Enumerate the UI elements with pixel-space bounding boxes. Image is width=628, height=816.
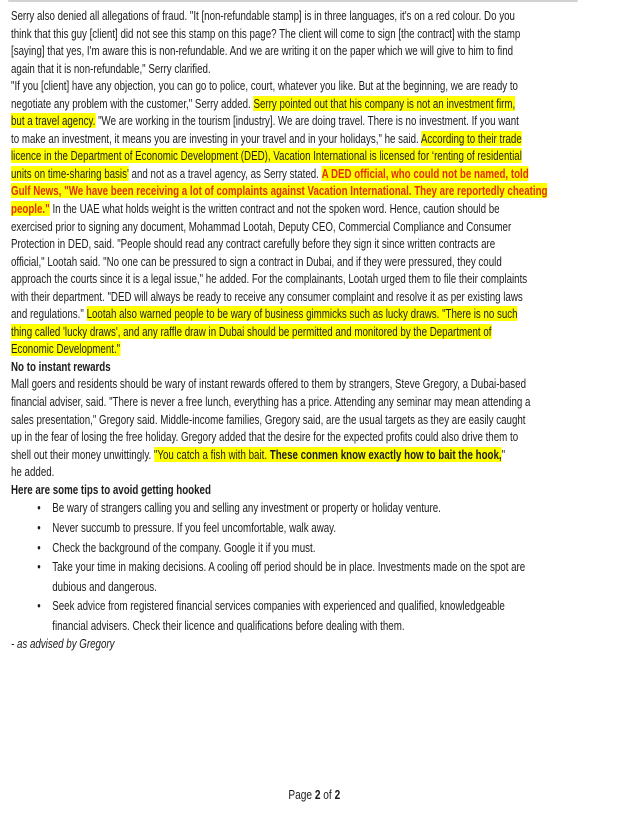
text-line — [0, 7, 628, 25]
body-text: Mall goers and residents should be wary of instant rewards offered to them by strangers, Steve Gregory, a Dubai-based — [11, 376, 527, 392]
body-text: approach the courts since it is a legal issue," he added. For the complainants, Lootah urged them to file their complaints — [11, 271, 528, 287]
body-text: and not as a travel agency, as Serry stated. — [128, 165, 322, 181]
text-line — [0, 270, 628, 288]
body-text: In the UAE what holds weight is the written contract and not the spoken word. Hence, caution should be — [49, 201, 500, 217]
text-line — [0, 235, 628, 253]
body-text: he added. — [11, 464, 55, 480]
section-heading — [0, 481, 628, 499]
body-text: "If you [client] have any objection, you can go to police, court, whatever you like. But at the beginning, we are ready to — [11, 78, 518, 94]
bullet-icon: • — [37, 519, 41, 535]
body-text: " — [501, 446, 506, 462]
text-line — [0, 323, 628, 341]
text-line — [0, 165, 628, 183]
body-text: Here are some tips to avoid getting hooked — [11, 481, 211, 497]
bullet-icon: • — [37, 598, 41, 614]
page-number-total: 2 — [334, 787, 340, 802]
text-line — [0, 60, 628, 78]
highlighted-text: According to their trade — [420, 130, 522, 146]
body-text: think that this guy [client] did not see this stamp on this page? The client will come to sign [the contract] with the stamp — [11, 25, 521, 41]
text-line — [0, 446, 628, 464]
body-text: [saying] that yes, I'm aware this is non-refundable. And we are writing it on the paper which we will give to him to find — [11, 43, 514, 59]
document-body — [0, 7, 628, 653]
text-line — [0, 112, 628, 130]
highlighted-text: Serry pointed out that his company is not an investment firm, — [253, 95, 516, 111]
page-footer — [0, 786, 628, 803]
text-line — [0, 200, 628, 218]
body-text: Check the background of the company. Google it if you must. — [52, 539, 316, 555]
body-text: financial advisers. Check their licence and qualifications before dealing with them. — [52, 617, 405, 633]
highlighted-text: licence in the Department of Economic Development (DED), Vacation International is licensed for ‘renting of residential — [11, 148, 522, 164]
body-text: Serry also denied all allegations of fraud. "It [non-refundable stamp] is in three languages, it's on a red colour. Do you — [11, 8, 515, 23]
bullet-icon: • — [37, 500, 41, 516]
page-number-current: 2 — [314, 787, 321, 802]
body-text: sales presentation," Gregory said. Middle-income families, Gregory said, are the usual targets as they are easily caught — [11, 411, 526, 427]
text-line — [0, 147, 628, 165]
body-text: Never succumb to pressure. If you feel uncomfortable, walk away. — [52, 519, 337, 535]
text-line — [0, 130, 628, 148]
highlight-red-text: A DED official, who could not be named, told — [321, 165, 529, 181]
text-line — [0, 428, 628, 446]
text-line — [0, 463, 628, 481]
bullet-continuation — [0, 577, 628, 597]
highlighted-text: Lootah also warned people to be wary of business gimmicks such as lucky draws. "There is no such — [86, 306, 518, 322]
text-line — [0, 42, 628, 60]
section-heading — [0, 358, 628, 376]
highlighted-text: thing called 'lucky draws', and any raffle draw in Dubai should be permitted and monitored by the Department of — [11, 323, 492, 339]
body-text: "We are working in the tourism [industry]. We are doing travel. There is no investment. If you want — [95, 113, 519, 129]
text-line — [0, 305, 628, 323]
body-text: dubious and dangerous. — [52, 578, 157, 594]
bullet-item — [0, 557, 628, 577]
highlighted-text: "You catch a fish with bait. — [153, 446, 270, 462]
bullet-item — [0, 498, 628, 518]
body-text: shell out their money unwittingly. — [11, 446, 154, 462]
body-text: Take your time in making decisions. A cooling off period should be in place. Investments made on the spot are — [52, 559, 526, 575]
text-line — [0, 340, 628, 358]
body-text: and regulations." — [11, 306, 87, 322]
text-line — [0, 375, 628, 393]
highlight-red-text: people." — [11, 201, 50, 217]
highlight-red-text: Gulf News, "We have been receiving a lot of complaints against Vacation International. They are reportedly cheating — [11, 183, 548, 199]
page-number-of: of — [320, 787, 335, 802]
body-text: official," Lootah said. "No one can be pressured to sign a contract in Dubai, and if they were pressured, they could — [11, 253, 502, 269]
body-text: financial adviser, said. "There is never a free lunch, everything has a price. Attending any seminar may mean attending a — [11, 394, 531, 410]
text-line — [0, 288, 628, 306]
page-number-prefix: Page — [288, 787, 315, 802]
bullet-item — [0, 596, 628, 616]
body-text: up in the fear of losing the free holiday. Gregory added that the desire for the expected profits could also drive them to — [11, 429, 519, 445]
body-text: with their department. "DED will always be ready to receive any consumer complaint and resolve it as per existing laws — [11, 288, 523, 304]
highlighted-text: but a travel agency. — [11, 113, 96, 129]
text-line — [0, 25, 628, 43]
text-line — [0, 95, 628, 113]
text-line — [0, 411, 628, 429]
highlighted-text: These conmen know exactly how to bait the hook, — [269, 446, 502, 462]
body-text: No to instant rewards — [11, 358, 111, 374]
text-line — [0, 218, 628, 236]
attribution-line — [0, 635, 628, 653]
body-text: to make an investment, it means you are investing in your travel and in your holidays," he said. — [11, 130, 421, 146]
text-line — [0, 393, 628, 411]
page-number — [288, 786, 340, 803]
body-text: exercised prior to signing any document, Mohammad Lootah, Deputy CEO, Commercial Compliance and Consumer — [11, 218, 512, 234]
bullet-icon: • — [37, 559, 41, 575]
bullet-item — [0, 518, 628, 538]
bullet-continuation — [0, 616, 628, 636]
highlighted-text: units on time-sharing basis' — [11, 165, 129, 181]
body-text: negotiate any problem with the customer," Serry added. — [11, 95, 254, 111]
body-text: - as advised by Gregory — [11, 636, 115, 652]
text-line — [0, 182, 628, 200]
text-line — [0, 253, 628, 271]
highlighted-text: Economic Development." — [11, 341, 121, 357]
body-text: again that it is non-refundable," Serry clarified. — [11, 60, 211, 76]
body-text: Seek advice from registered financial services companies with experienced and qualified, knowledgeable — [52, 598, 505, 614]
body-text: Protection in DED, said. "People should read any contract carefully before they sign it since written contracts are — [11, 236, 496, 252]
text-line — [0, 77, 628, 95]
bullet-item — [0, 538, 628, 558]
body-text: Be wary of strangers calling you and selling any investment or property or holiday venture. — [52, 500, 441, 516]
cropped-text-artifact — [8, 0, 578, 2]
bullet-icon: • — [37, 539, 41, 555]
